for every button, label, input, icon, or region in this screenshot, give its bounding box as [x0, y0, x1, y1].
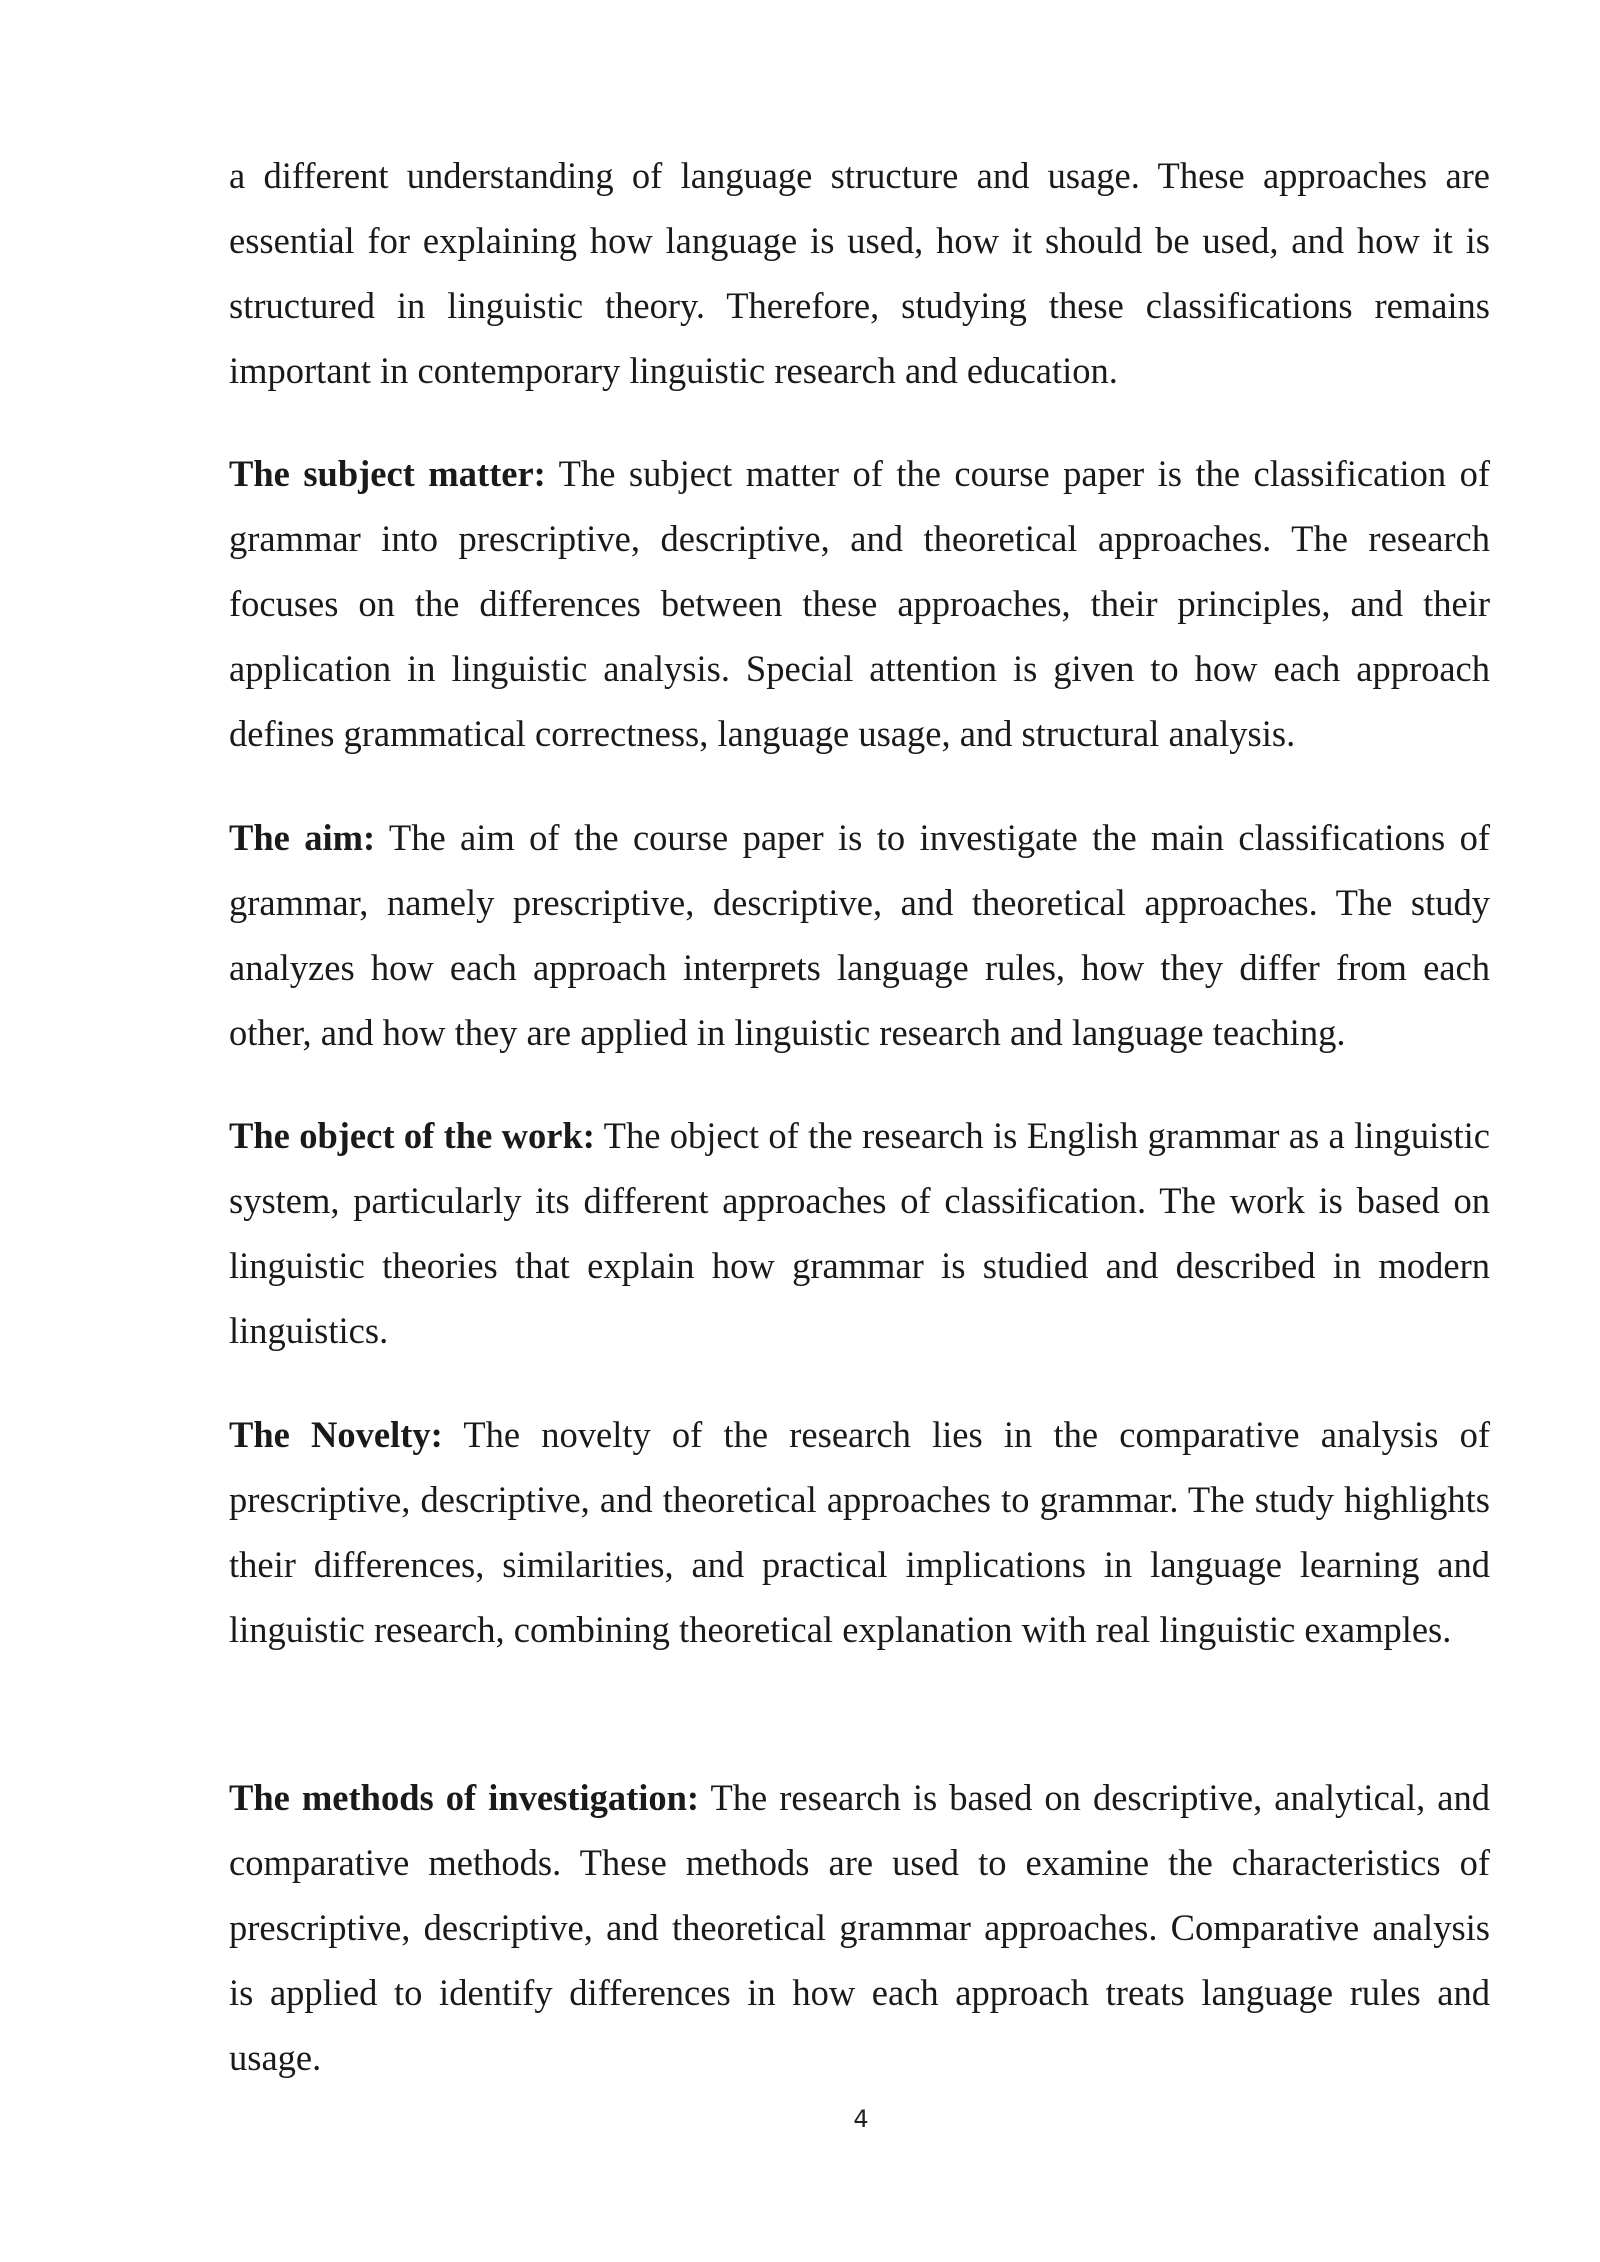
paragraph-heading: The methods of investigation:	[229, 1777, 700, 1818]
paragraph-methods-of-investigation	[229, 1765, 1490, 2090]
paragraph-text: a different understanding of language structure and usage. These approaches are essential for explaining how language is used, how it should be used, and how it is structured in linguistic theory. Therefore, studying these classifications remains important in contemporary linguistic research and education.	[229, 155, 1490, 391]
paragraph-subject-matter	[229, 441, 1490, 766]
paragraph-text: The object of the research is English grammar as a linguistic system, particularly its different approaches of classification. The work is based on linguistic theories that explain how grammar is studied and described in modern linguistics.	[229, 1115, 1490, 1351]
paragraph-intro-continuation	[229, 143, 1490, 403]
paragraph-object-of-work	[229, 1103, 1490, 1363]
paragraph-heading: The aim:	[229, 817, 376, 858]
paragraph-text: The research is based on descriptive, analytical, and comparative methods. These methods are used to examine the characteristics of prescriptive, descriptive, and theoretical grammar approaches. Comparative analysis is applied to identify differences in how each approach treats language rules and usage.	[229, 1777, 1490, 2078]
paragraph-aim	[229, 805, 1490, 1065]
page-number: 4	[853, 2105, 869, 2133]
paragraph-heading: The subject matter:	[229, 453, 546, 494]
paragraph-text: The aim of the course paper is to investigate the main classifications of grammar, namely prescriptive, descriptive, and theoretical approaches. The study analyzes how each approach interprets language rules, how they differ from each other, and how they are applied in linguistic research and language teaching.	[229, 817, 1490, 1053]
paragraph-heading: The Novelty:	[229, 1414, 443, 1455]
paragraph-heading: The object of the work:	[229, 1115, 595, 1156]
paragraph-novelty	[229, 1402, 1490, 1662]
paragraph-text: The novelty of the research lies in the comparative analysis of prescriptive, descriptive, and theoretical approaches to grammar. The study highlights their differences, similarities, and practical implications in language learning and linguistic research, combining theoretical explanation with real linguistic examples.	[229, 1414, 1490, 1650]
paragraph-text: The subject matter of the course paper is the classification of grammar into prescriptive, descriptive, and theoretical approaches. The research focuses on the differences between these approaches, their principles, and their application in linguistic analysis. Special attention is given to how each approach defines grammatical correctness, language usage, and structural analysis.	[229, 453, 1490, 754]
